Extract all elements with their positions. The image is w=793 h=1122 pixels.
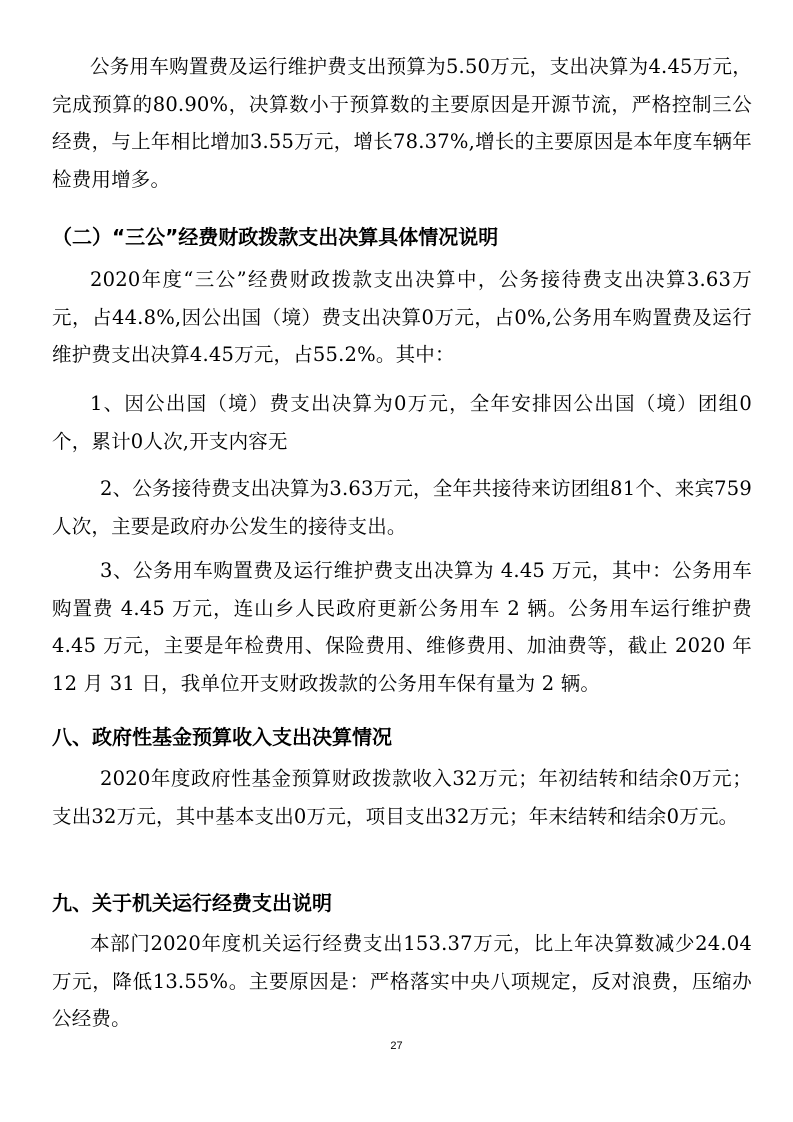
paragraph-government-fund: 2020年度政府性基金预算财政拨款收入32万元；年初结转和结余0万元；支出32万元，其中基本支出0万元，项目支出32万元；年末结转和结余0万元。 <box>52 767 752 828</box>
paragraph-vehicle-expense: 3、公务用车购置费及运行维护费支出决算为 4.45 万元，其中：公务用车购置费 4.45 万元，连山乡人民政府更新公务用车 2 辆。公务用车运行维护费 4.45 万元，主要是年检费用、保险费用、维修费用、加油费等，截止 2020 年 12 月 31 日，我单位开支财政拨款的公务用车保有量为 2 辆。 <box>52 559 752 695</box>
paragraph-san-gong-summary: 2020年度“三公”经费财政拨款支出决算中，公务接待费支出决算3.63万元，占44.8%,因公出国（境）费支出决算0万元，占0%,公务用车购置费及运行维护费支出决算4.45万元，占55.2%。其中： <box>52 268 752 366</box>
paragraph-operating-expense: 本部门2020年度机关运行经费支出153.37万元，比上年决算数减少24.04万元，降低13.55%。主要原因是：严格落实中央八项规定，反对浪费，压缩办公经费。 <box>52 932 752 1030</box>
paragraph-reception-expense: 2、公务接待费支出决算为3.63万元，全年共接待来访团组81个、来宾759人次，主要是政府办公发生的接待支出。 <box>52 477 752 538</box>
paragraph-vehicle-budget: 公务用车购置费及运行维护费支出预算为5.50万元，支出决算为4.45万元，完成预算的80.90%，决算数小于预算数的主要原因是开源节流，严格控制三公经费，与上年相比增加3.55万元，增长78.37%,增长的主要原因是本年度车辆年检费用增多。 <box>52 55 752 191</box>
section-heading-san-gong: （二）“三公”经费财政拨款支出决算具体情况说明 <box>52 225 499 249</box>
page-number: 27 <box>390 1040 403 1052</box>
section-heading-government-fund: 八、政府性基金预算收入支出决算情况 <box>52 725 392 749</box>
section-heading-operating-expense: 九、关于机关运行经费支出说明 <box>52 891 332 915</box>
paragraph-overseas-expense: 1、因公出国（境）费支出决算为0万元，全年安排因公出国（境）团组0个，累计0人次,开支内容无 <box>52 392 752 453</box>
